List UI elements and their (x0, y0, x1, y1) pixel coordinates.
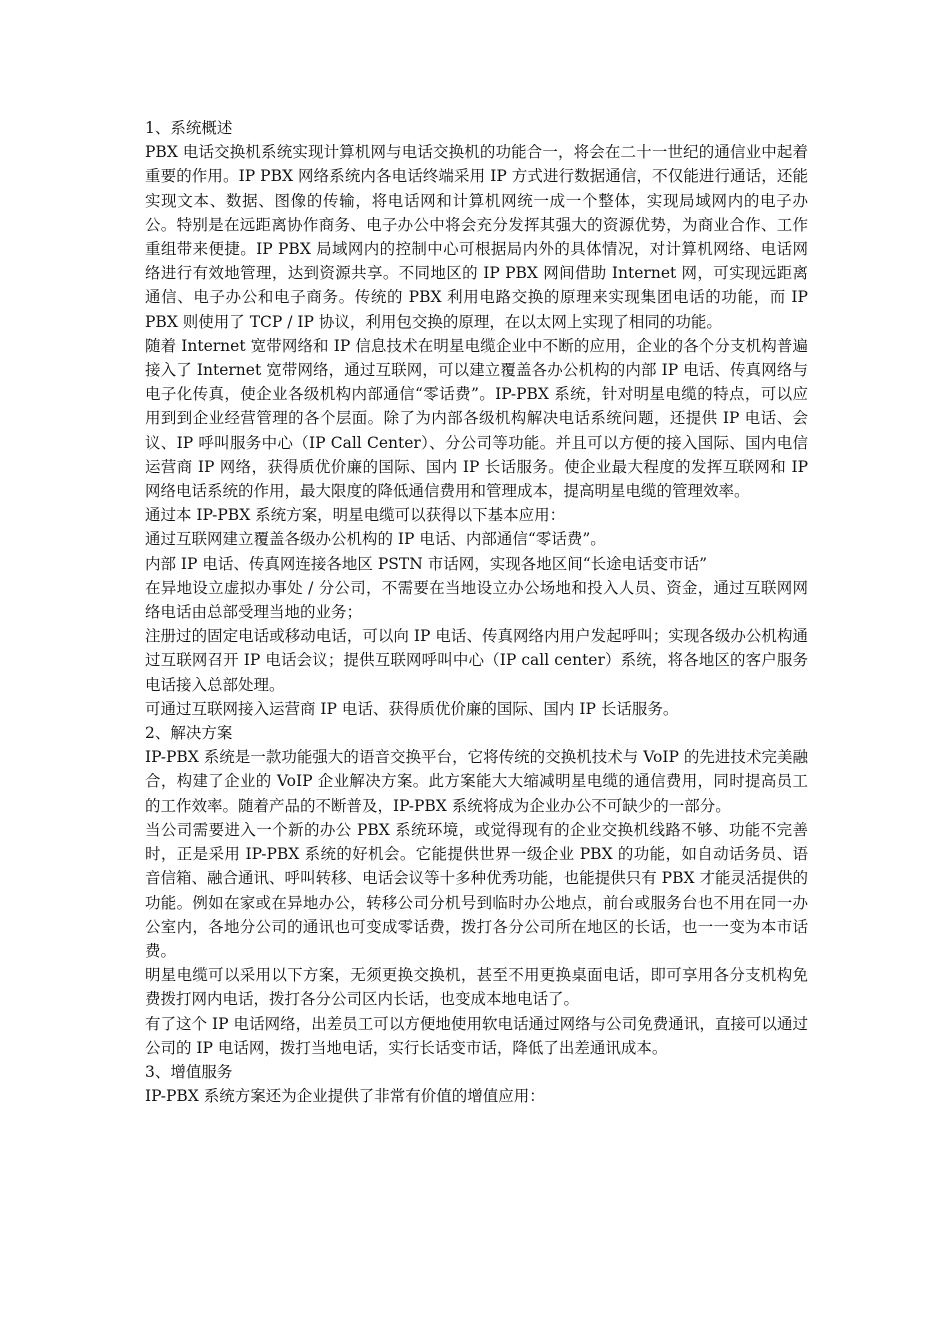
section-3-paragraph-1: IP-PBX 系统方案还为企业提供了非常有价值的增值应用： (145, 1087, 545, 1106)
section-1-paragraph-6: 在异地设立虚拟办事处 / 分公司，不需要在当地设立办公场地和投入人员、资金，通过互联网网络电话由总部受理当地的业务； (145, 578, 808, 622)
section-1-paragraph-7: 注册过的固定电话或移动电话，可以向 IP 电话、传真网络内用户发起呼叫；实现各级办公机构通过互联网召开 IP 电话会议；提供互联网呼叫中心（IP call center）系统，将各地区的客户服务电话接入总部处理。 (145, 627, 808, 694)
section-1-paragraph-3: 通过本 IP-PBX 系统方案，明星电缆可以获得以下基本应用： (145, 506, 566, 525)
section-2-paragraph-3: 明星电缆可以采用以下方案，无须更换交换机，甚至不用更换桌面电话，即可享用各分支机构免费拨打网内电话，拨打各分公司区内长话，也变成本地电话了。 (145, 966, 808, 1009)
section-2-paragraph-4: 有了这个 IP 电话网络，出差员工可以方便地使用软电话通过网络与公司免费通讯，直接可以通过公司的 IP 电话网，拨打当地电话，实行长话变市话，降低了出差通讯成本。 (145, 1014, 808, 1057)
section-1-heading: 1、系统概述 (145, 119, 233, 137)
section-1-paragraph-2: 随着 Internet 宽带网络和 IP 信息技术在明星电缆企业中不断的应用，企业的各个分支机构普遍接入了 Internet 宽带网络，通过互联网，可以建立覆盖各办公机构的内部 IP 电话、传真网络与电子化传真，使企业各级机构内部通信“零话费”。IP-PBX 系统，针对明星电缆的特点，可以应用到到企业经营管理的各个层面。除了为内部各级机构解决电话系统问题，还提供 IP 电话、会议、IP 呼叫服务中心（IP Call Center）、分公司等功能。并且可以方便的接入国际、国内电信运营商 IP 网络，获得质优价廉的国际、国内 IP 长话服务。使企业最大程度的发挥互联网和 IP 网络电话系统的作用，最大限度的降低通信费用和管理成本，提高明星电缆的管理效率。 (145, 336, 808, 501)
section-1-paragraph-8: 可通过互联网接入运营商 IP 电话、获得质优价廉的国际、国内 IP 长话服务。 (145, 699, 679, 718)
section-3-heading: 3、增值服务 (145, 1062, 233, 1081)
section-2-heading: 2、解决方案 (145, 724, 233, 743)
document-body (145, 116, 808, 1108)
section-1-paragraph-1: PBX 电话交换机系统实现计算机网与电话交换机的功能合一，将会在二十一世纪的通信业中起着重要的作用。IP PBX 网络系统内各电话终端采用 IP 方式进行数据通信，不仅能进行通话，还能实现文本、数据、图像的传输，将电话网和计算机网统一成一个整体，实现局域网内的电子办公。特别是在远距离协作商务、电子办公中将会充分发挥其强大的资源优势，为商业合作、工作重组带来便捷。IP PBX 局域网内的控制中心可根据局内外的具体情况，对计算机网络、电话网络进行有效地管理，达到资源共享。不同地区的 IP PBX 网间借助 Internet 网，可实现远距离通信、电子办公和电子商务。传统的 PBX 利用电路交换的原理来实现集团电话的功能，而 IP PBX 则使用了 TCP / IP 协议，利用包交换的原理，在以太网上实现了相同的功能。 (145, 143, 808, 331)
section-1-paragraph-4: 通过互联网建立覆盖各级办公机构的 IP 电话、内部通信“零话费”。 (145, 530, 606, 549)
section-2-paragraph-1: IP-PBX 系统是一款功能强大的语音交换平台，它将传统的交换机技术与 VoIP 的先进技术完美融合，构建了企业的 VoIP 企业解决方案。此方案能大大缩减明星电缆的通信费用，同时提高员工的工作效率。随着产品的不断普及，IP-PBX 系统将成为企业办公不可缺少的一部分。 (145, 748, 808, 815)
section-2-paragraph-2: 当公司需要进入一个新的办公 PBX 系统环境，或觉得现有的企业交换机线路不够、功能不完善时，正是采用 IP-PBX 系统的好机会。它能提供世界一级企业 PBX 的功能，如自动话务员、语音信箱、融合通讯、呼叫转移、电话会议等十多种优秀功能，也能提供只有 PBX 才能灵活提供的功能。例如在家或在异地办公，转移公司分机号到临时办公地点，前台或服务台也不用在同一办公室内，各地分公司的通讯也可变成零话费，拨打各分公司所在地区的长话，也一一变为本市话费。 (145, 820, 808, 960)
section-1-paragraph-5: 内部 IP 电话、传真网连接各地区 PSTN 市话网，实现各地区间“长途电话变市话” (145, 554, 708, 573)
